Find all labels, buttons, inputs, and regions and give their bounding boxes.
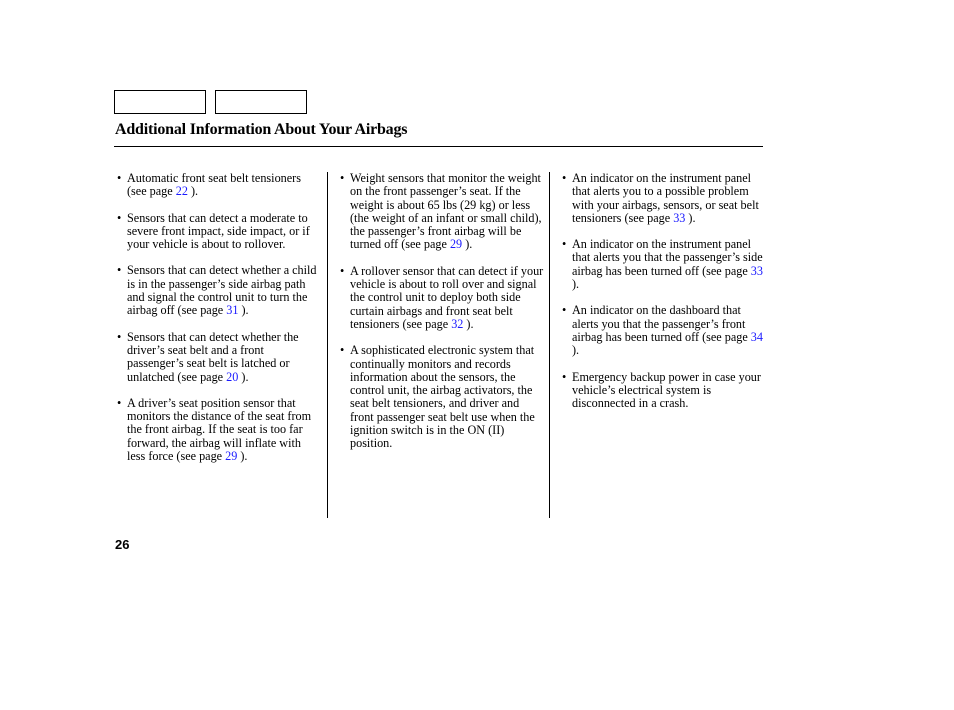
nav-tab-box-1[interactable]: [114, 90, 206, 114]
list-item: [562, 238, 767, 291]
item-text: An indicator on the instrument panel that alerts you to a possible problem with your airbags, sensors, or seat belt tensioners (see page: [572, 171, 759, 225]
bullet-icon: •: [562, 369, 567, 384]
item-text-end: ).: [238, 369, 249, 384]
item-text: Sensors that can detect whether a child is in the passenger’s side airbag path and signal the control unit to turn the airbag off (see page: [127, 263, 317, 318]
item-text: Sensors that can detect whether the driver’s seat belt and a front passenger’s seat belt is latched or unlatched (see page: [127, 329, 299, 384]
item-text: A sophisticated electronic system that continually monitors and records information about the sensors, the control unit, the airbag activators, the seat belt tensioners, and driver and front passenger seat belt use when the ignition switch is in the ON (II) position.: [350, 343, 535, 451]
bullet-icon: •: [340, 343, 345, 358]
title-divider: [114, 146, 763, 147]
item-text: Sensors that can detect a moderate to severe front impact, side impact, or if your vehicle is about to rollover.: [127, 210, 310, 252]
column-divider: [327, 172, 328, 518]
bullet-icon: •: [117, 210, 122, 225]
bullet-icon: •: [117, 329, 122, 344]
list-item: [562, 371, 767, 411]
item-text: An indicator on the dashboard that alerts you that the passenger’s front airbag has been turned off (see page: [572, 303, 751, 344]
page-link[interactable]: 34: [750, 329, 763, 344]
nav-tab-box-2[interactable]: [215, 90, 307, 114]
bullet-icon: •: [117, 263, 122, 278]
bullet-icon: •: [340, 263, 345, 278]
bullet-icon: •: [117, 171, 122, 185]
page-link[interactable]: 31: [226, 303, 239, 318]
item-text: Automatic front seat belt tensioners (see page: [127, 171, 301, 199]
item-text-end: ).: [187, 184, 199, 199]
list-item: [562, 304, 767, 357]
item-text-end: ).: [572, 277, 580, 292]
item-text-end: ).: [237, 449, 248, 464]
item-text: A driver’s seat position sensor that monitors the distance of the seat from the front airbag. If the seat is too far forward, the airbag will inflate with less force (see page: [127, 395, 312, 464]
list-item: [562, 172, 767, 225]
item-text-end: ).: [462, 237, 473, 252]
bullet-icon: •: [340, 171, 345, 185]
list-item: [340, 172, 545, 252]
page-link[interactable]: 29: [225, 449, 238, 464]
page-link[interactable]: 20: [226, 369, 239, 384]
page-link[interactable]: 22: [175, 184, 188, 199]
page-link[interactable]: 33: [750, 263, 763, 278]
list-item: [117, 264, 322, 317]
item-text: Emergency backup power in case your vehicle’s electrical system is disconnected in a crash.: [572, 369, 761, 411]
list-item: [117, 397, 322, 463]
item-text: A rollover sensor that can detect if your vehicle is about to roll over and signal the control unit to deploy both side curtain airbags and front seat belt tensioners (see page: [350, 263, 544, 331]
item-text-end: ).: [238, 303, 249, 318]
page-link[interactable]: 29: [449, 237, 463, 252]
page-link[interactable]: 33: [673, 210, 686, 225]
bullet-icon: •: [562, 171, 567, 185]
page-number: 26: [115, 537, 130, 552]
item-text-end: ).: [463, 316, 474, 331]
column-3: [562, 172, 767, 410]
item-text-end: ).: [685, 210, 696, 225]
column-1: [117, 172, 322, 463]
bullet-icon: •: [117, 395, 122, 410]
bullet-icon: •: [562, 237, 567, 252]
page-title: Additional Information About Your Airbags: [115, 121, 408, 138]
list-item: [340, 265, 545, 331]
column-divider: [549, 172, 550, 518]
item-text-end: ).: [572, 343, 580, 358]
list-item: [117, 331, 322, 384]
page-link[interactable]: 32: [451, 316, 464, 331]
column-2: [340, 172, 545, 451]
bullet-icon: •: [562, 303, 567, 318]
list-item: [340, 344, 545, 450]
list-item: [117, 172, 322, 199]
item-text: Weight sensors that monitor the weight on the front passenger’s seat. If the weight is about 65 lbs (29 kg) or less (the weight of an infant or small child), the passenger’s front airbag will be turned off (see page: [350, 171, 542, 252]
list-item: [117, 212, 322, 252]
item-text: An indicator on the instrument panel that alerts you that the passenger’s side airbag has been turned off (see page: [572, 237, 763, 278]
